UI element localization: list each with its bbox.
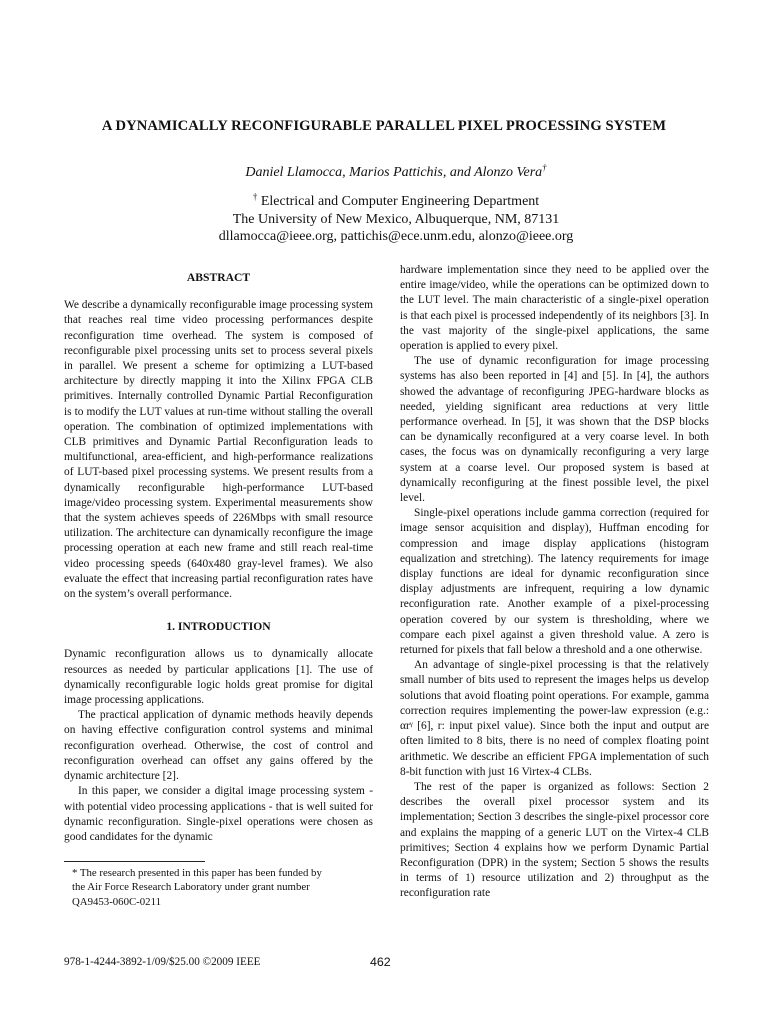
right-paragraph-1: hardware implementation since they need to be applied over the entire image/video, while the operations can be optimized down to the LUT level. The main characteristic of a single-pixel operation is that each pixel is processed independently of its neighbors [3]. In the vast majority of the single-pixel applications, the same operation is applied to every pixel. <box>400 264 709 353</box>
affiliation-mark: † <box>252 191 258 202</box>
intro-paragraph-2: The practical application of dynamic methods heavily depends on having effective configuration control systems and minimal reconfiguration overhead. Otherwise, the cost of control and reconfiguration overhead can offset any gains offered by the dynamic architecture [2]. <box>64 709 373 783</box>
author-names: Daniel Llamocca, Marios Pattichis, and Alonzo Vera <box>245 165 543 180</box>
right-paragraph-3: Single-pixel operations include gamma correction (required for image sensor acquisition and display), Huffman encoding for compression and image display applications (histogram equalization and stretching). The latency requirements for image display functions are ideal for dynamic reconfiguration since display adjustments are infrequent, requiring a low dynamic reconfiguration rate. Another example of a pixel-processing operation covered by our system is thresholding, where we compare each pixel against a given threshold value. A zero is returned for pixels that fall below a threshold and a one otherwise. <box>400 507 709 657</box>
right-column <box>400 263 709 902</box>
author-list <box>0 162 768 181</box>
left-column <box>64 264 373 845</box>
introduction-heading: 1. INTRODUCTION <box>166 620 271 634</box>
author-affiliation-mark: † <box>542 162 547 173</box>
intro-paragraph-3: In this paper, we consider a digital image processing system - with potential video processing applications - that is well suited for dynamic reconfiguration. Single-pixel operations were chosen as good candidates for the dynamic <box>64 785 373 843</box>
affiliation-block <box>0 193 768 246</box>
right-paragraph-4: An advantage of single-pixel processing is that the relatively small number of bits used to represent the images helps us develop solutions that avoid floating point operations. For example, gamma correction requires implementing the power-law expression (e.g.: αrᵞ [6], r: input pixel value). Since both the input and output are often limited to 8 bits, there is no need of complex floating point arithmetic. We describe an efficient FPGA implementation of such 8-bit function with just 16 Virtex-4 CLBs. <box>400 659 709 778</box>
email-line: dllamocca@ieee.org, pattichis@ece.unm.edu, alonzo@ieee.org <box>218 229 574 244</box>
right-paragraph-2: The use of dynamic reconfiguration for image processing systems has also been reported in [4] and [5]. In [4], the authors showed the advantage of reconfiguring JPEG-hardware blocks as needed, yielding significant area reductions at very little performance overhead. In [5], it was shown that the DSP blocks can be dynamically reconfigured at a very coarse level. In both cases, the focus was on dynamically reconfiguring a very large system at a coarse level. Our proposed system is based at dynamically reconfiguring at the finest possible level, the pixel level. <box>400 355 709 505</box>
right-paragraph-5: The rest of the paper is organized as follows: Section 2 describes the overall pixel processor system and its implementation; Section 3 describes the single-pixel processor core and explains the mapping of a generic LUT on the Virtex-4 CLB primitives; Section 4 explains how we perform Dynamic Partial Reconfiguration (DPR) in the system; Section 5 shows the results in terms of 1) resource utilization and 2) throughput as the reconfiguration rate <box>400 780 709 900</box>
abstract-heading: ABSTRACT <box>186 271 251 284</box>
footnote-rule <box>64 861 205 862</box>
copyright-line: 978-1-4244-3892-1/09/$25.00 ©2009 IEEE <box>64 956 261 968</box>
university-line: The University of New Mexico, Albuquerque, NM, 87131 <box>232 211 560 227</box>
footnote-line-1: * The research presented in this paper has been funded by <box>72 867 322 879</box>
paper-title: A DYNAMICALLY RECONFIGURABLE PARALLEL PIXEL PROCESSING SYSTEM <box>101 118 667 134</box>
department-line <box>0 193 768 211</box>
footnote <box>72 866 372 909</box>
page-number: 462 <box>370 955 391 969</box>
intro-paragraph-1: Dynamic reconfiguration allows us to dynamically allocate resources as needed by particular applications [1]. The use of dynamically reconfigurable logic holds great promise for digital image processing applications. <box>64 648 373 707</box>
section-gap <box>64 602 373 613</box>
footnote-line-3: QA9453-060C-0211 <box>72 895 161 908</box>
department-name: Electrical and Computer Engineering Department <box>257 194 540 209</box>
abstract-text: We describe a dynamically reconfigurable image processing system that reaches real time video processing performances despite reconfiguration time overhead. The system is composed of reconfigurable pixel processing units set to process several pixels in parallel. We present a scheme for optimizing a LUT-based architecture by directly mapping it into the Xilinx FPGA CLB primitives. Internally controlled Dynamic Partial Reconfiguration is to modify the LUT values at run-time without stalling the overall operation. The combination of optimized implementations with CLB primitives and Dynamic Partial Reconfiguration leads to multifunctional, area-efficient, and high-performance realizations of LUT-based pixel processing systems. We present results from a dynamically reconfigurable high-performance LUT-based image/video processing system. Experimental measurements show that the system achieves speeds of 226Mbps with small resource utilization. The architecture can dynamically reconfigure the image processing operation at each new frame and still reach real-time video processing speeds (640x480 gray-level frames). We also evaluate the effect that increasing partial reconfiguration rates have on the system’s overall performance. <box>64 299 373 601</box>
footnote-line-2: the Air Force Research Laboratory under grant number <box>72 881 310 894</box>
